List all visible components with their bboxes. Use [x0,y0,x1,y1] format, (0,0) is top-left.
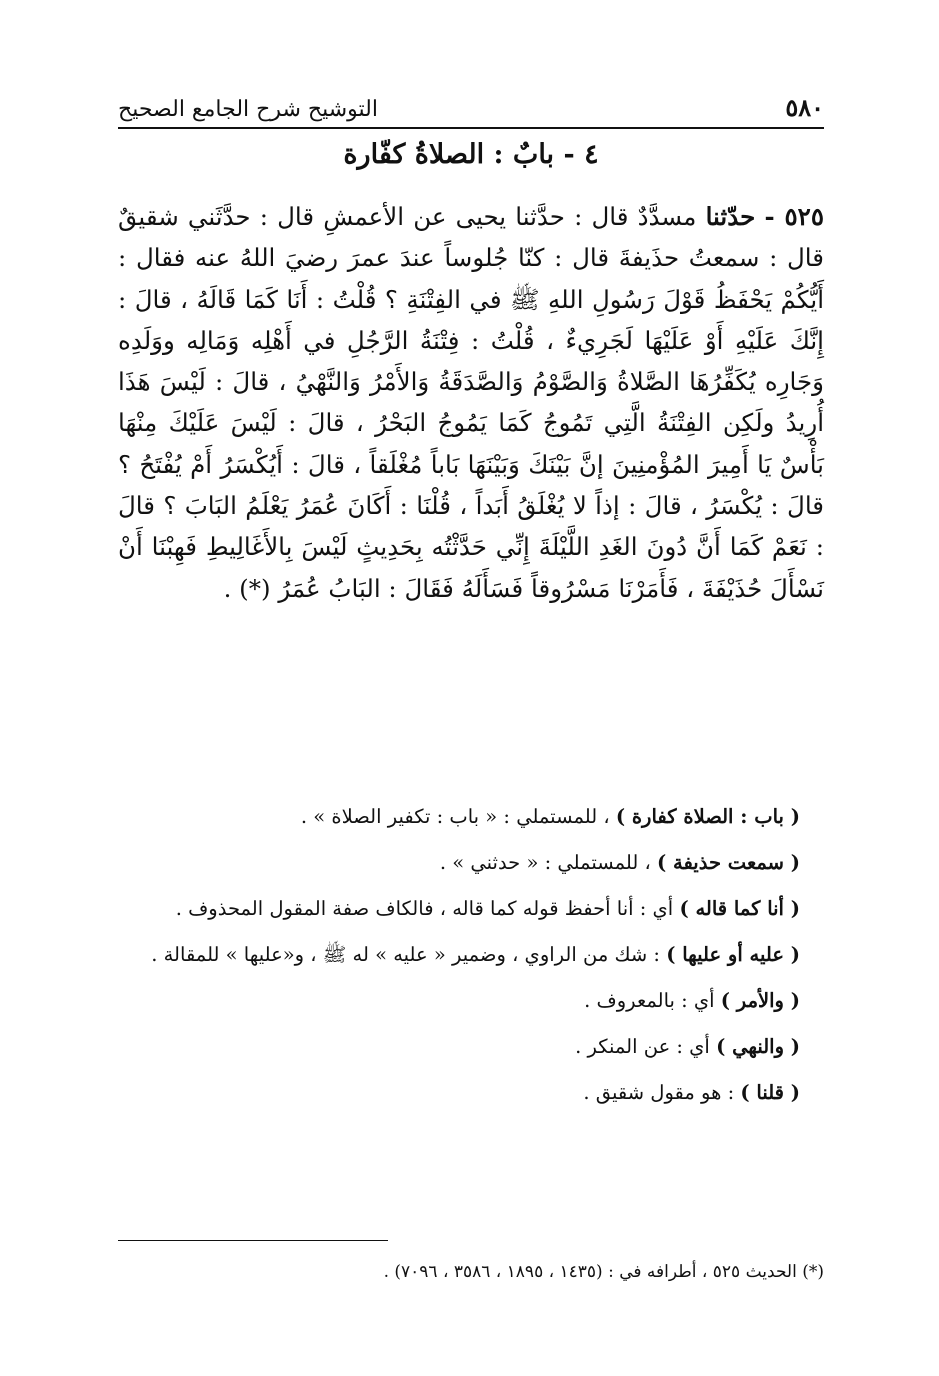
commentary-note [118,936,824,974]
note-heading: ( باب : الصلاة كفارة ) [615,805,800,828]
hadith-lead: حدّثنا [705,202,756,231]
note-heading: ( قلنا ) [740,1081,800,1104]
running-header [118,82,824,122]
commentary-note [118,1074,824,1112]
commentary-note [118,890,824,928]
page-number: ٥٨٠ [785,93,824,122]
note-body: أي : عن المنكر . [575,1035,710,1058]
note-heading: ( سمعت حذيفة ) [656,851,800,874]
note-heading: ( عليه أو عليها ) [666,943,800,966]
note-body: أي : بالمعروف . [584,989,715,1012]
note-body: : شك من الراوي ، وضمير « عليه » له ﷺ ، و«عليها » للمقالة . [151,943,661,966]
footnote-rule [118,1240,388,1241]
hadith-body: مسدَّدٌ قال : حدَّثنا يحيى عن الأعمشِ قال : حدَّثَني شقيقٌ قال : سمعتُ حذَيفةَ قال : كنّا جُلوساً عندَ عمرَ رضيَ اللهُ عنه فقال : أَيُّكُمْ يَحْفَظُ قَوْلَ رَسُولِ اللهِ ﷺ في الفِتْنَةِ ؟ قُلْتُ : أَنَا كَمَا قَالَهُ ، قالَ : إِنَّكَ عَلَيْهِ أَوْ عَلَيْهَا لَجَرِيءٌ ، قُلْتُ : فِتْنَةُ الرَّجُلِ في أَهْلِه وَمَالِه ووَلَدِه وَجَارِه يُكَفِّرُهَا الصَّلاةُ وَالصَّوْمُ وَالصَّدَقَةُ وَالأَمْرُ وَالنَّهْيُ ، قالَ : لَيْسَ هَذَا أُرِيدُ ولَكِن الفِتْنَةُ الَّتِي تَمُوجُ كَمَا يَمُوجُ البَحْرُ ، قالَ : لَيْسَ عَلَيْكَ مِنْهَا بَأْسٌ يَا أَمِيرَ المُؤْمنِينَ إنَّ بَيْنَكَ وَبَيْنَهَا بَاباً مُغْلَقاً ، قالَ : أَيُكْسَرُ أَمْ يُفْتَحُ ؟ قالَ : يُكْسَرُ ، قالَ : إذاً لا يُغْلَقُ أَبَداً ، قُلْنَا : أَكَانَ عُمَرُ يَعْلَمُ البَابَ ؟ قالَ : نَعَمْ كَمَا أَنَّ دُونَ الغَدِ اللَّيْلَةَ إِنِّي حَدَّثْتُه بِحَدِيثٍ لَيْسَ بِالأَغَالِيطِ فَهِبْنَا أَنْ نَسْأَلَ حُذَيْفَةَ ، فَأَمَرْنَا مَسْرُوقاً فَسَأَلَهُ فَقَالَ : البَابُ عُمَرُ (*) . [118,202,824,603]
book-title: التوشيح شرح الجامع الصحيح [118,97,378,122]
note-body: : هو مقول شقيق . [583,1081,735,1104]
note-heading: ( والأمر ) [720,989,800,1012]
hadith-number: ٥٢٥ - [764,202,824,231]
note-heading: ( أنا كما قاله ) [679,897,800,920]
footnote: (*) الحديث ٥٢٥ ، أطرافه في : (١٤٣٥ ، ١٨٩٥ ، ٣٥٨٦ ، ٧٠٩٦) . [383,1262,824,1282]
note-heading: ( والنهي ) [716,1035,800,1058]
note-body: ، للمستملي : « باب : تكفير الصلاة » . [300,805,610,828]
chapter-title: ٤ - بابٌ : الصلاةُ كفّارة [343,139,599,170]
commentary-note [118,844,824,882]
commentary-note [118,982,824,1020]
header-rule [118,127,824,129]
commentary-note [118,1028,824,1066]
hadith-text [118,196,824,609]
note-body: ، للمستملي : « حدثني » . [439,851,651,874]
note-body: أي : أنا أحفظ قوله كما قاله ، فالكاف صفة المقول المحذوف . [175,897,674,920]
commentary [118,798,824,1120]
commentary-note [118,798,824,836]
